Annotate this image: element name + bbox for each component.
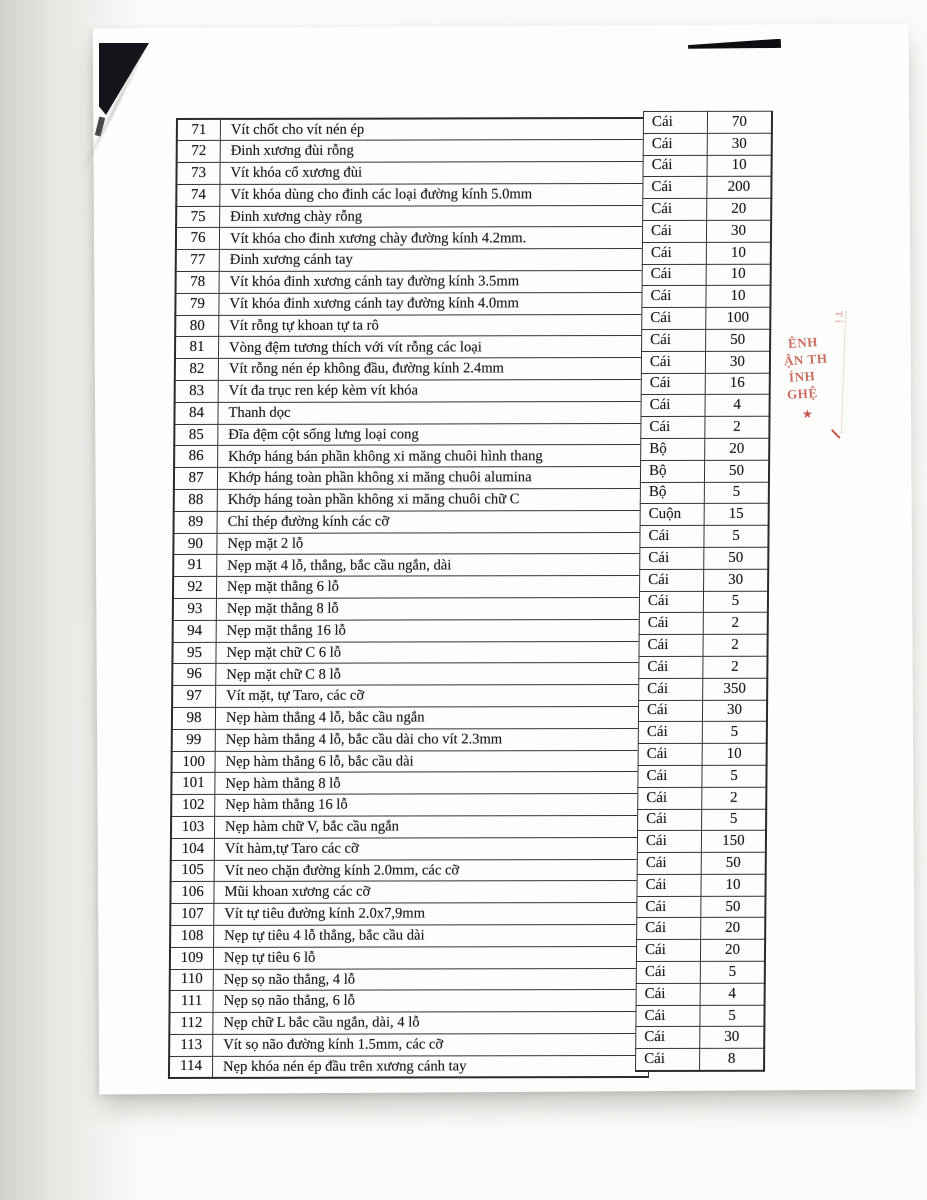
item-description: Vít khóa dùng cho đinh các loại đường kính 5.0mm xyxy=(220,183,656,206)
quantity-cell: 20 xyxy=(701,918,766,940)
table-row-right xyxy=(639,613,768,635)
table-row xyxy=(171,772,651,795)
row-number: 96 xyxy=(172,664,216,686)
quantity-cell: 70 xyxy=(707,111,772,133)
table-row-right xyxy=(640,460,769,482)
table-row xyxy=(172,685,652,708)
item-description: Nẹp hàm thẳng 8 lỗ xyxy=(215,772,651,795)
unit-cell: Cái xyxy=(638,700,702,722)
item-description: Đĩa đệm cột sống lưng loại cong xyxy=(218,423,654,446)
row-number: 86 xyxy=(174,446,218,468)
table-row-right xyxy=(641,395,770,417)
row-number: 79 xyxy=(175,293,219,315)
table-row xyxy=(172,750,652,773)
table-row-right xyxy=(636,983,765,1005)
unit-cell: Cái xyxy=(641,373,705,395)
item-description: Nẹp mặt thẳng 16 lỗ xyxy=(216,619,652,642)
unit-cell: Cuộn xyxy=(640,504,704,526)
unit-cell: Cái xyxy=(636,1027,700,1049)
table-row xyxy=(170,903,650,926)
quantity-cell: 5 xyxy=(704,525,769,547)
row-number: 85 xyxy=(174,424,218,446)
table-row xyxy=(173,532,653,555)
item-description: Vít khóa cổ xương đùi xyxy=(220,162,656,185)
item-description: Vít chốt cho vít nén ép xyxy=(220,118,656,141)
table-row-right xyxy=(642,329,771,351)
table-row-right xyxy=(637,852,766,874)
unit-cell: Bộ xyxy=(640,482,704,504)
unit-cell: Cái xyxy=(639,656,703,678)
quantity-cell: 10 xyxy=(706,242,771,264)
table-row xyxy=(176,227,656,250)
row-number: 89 xyxy=(174,511,218,533)
item-description: Vít đa trục ren kép kèm vít khóa xyxy=(218,380,654,403)
table-row xyxy=(171,794,651,817)
stamp-text-fragment: ỈNH xyxy=(788,368,816,385)
quantity-cell: 30 xyxy=(705,351,770,373)
unit-cell: Bộ xyxy=(640,460,704,482)
item-description: Vít khóa đinh xương cánh tay đường kính 3.5mm xyxy=(219,271,655,294)
unit-cell: Cái xyxy=(639,591,703,613)
table-row-right xyxy=(637,918,766,940)
item-description: Mũi khoan xương các cỡ xyxy=(214,881,650,904)
table-row xyxy=(176,205,656,228)
quantity-cell: 10 xyxy=(706,264,771,286)
quantity-cell: 10 xyxy=(701,874,766,896)
row-number: 111 xyxy=(170,991,214,1013)
row-number: 102 xyxy=(171,795,215,817)
quantity-cell: 50 xyxy=(701,852,766,874)
item-description: Nẹp hàm chữ V, bắc cầu ngắn xyxy=(214,815,650,838)
table-right-columns xyxy=(635,111,773,1072)
stamp-text-fragment: ÊNH xyxy=(787,333,819,352)
table-row xyxy=(176,183,656,206)
row-number: 83 xyxy=(175,380,219,402)
table-row xyxy=(172,707,652,730)
row-number: 75 xyxy=(176,206,220,228)
unit-cell: Cái xyxy=(642,242,706,264)
table-row-right xyxy=(636,961,765,983)
red-official-stamp xyxy=(779,293,897,463)
table-row-right xyxy=(643,133,772,155)
unit-cell: Cái xyxy=(641,417,705,439)
table-row-right xyxy=(637,874,766,896)
table-row-right xyxy=(638,722,767,744)
quantity-cell: 5 xyxy=(703,591,768,613)
row-number: 112 xyxy=(169,1013,213,1035)
row-number: 78 xyxy=(176,271,220,293)
table-row xyxy=(176,271,656,294)
quantity-cell: 150 xyxy=(701,831,766,853)
quantity-cell: 30 xyxy=(700,1027,765,1049)
unit-cell: Cái xyxy=(637,896,701,918)
unit-cell: Cái xyxy=(636,961,700,983)
unit-cell: Cái xyxy=(641,351,705,373)
table-row xyxy=(170,968,650,991)
unit-cell: Cái xyxy=(638,743,702,765)
table-row-right xyxy=(643,177,772,199)
table-row-right xyxy=(637,831,766,853)
item-description: Nẹp mặt 4 lỗ, thẳng, bắc cầu ngắn, dài xyxy=(217,554,653,577)
table-row xyxy=(176,162,656,185)
row-number: 92 xyxy=(173,577,217,599)
quantity-cell: 2 xyxy=(705,416,770,438)
row-number: 88 xyxy=(174,489,218,511)
table-row-right xyxy=(639,634,768,656)
table-row xyxy=(170,946,650,969)
table-row xyxy=(174,445,654,468)
item-description: Nẹp mặt chữ C 6 lỗ xyxy=(216,641,652,664)
supply-list-table xyxy=(168,113,751,1079)
table-row xyxy=(169,1055,649,1078)
quantity-cell: 5 xyxy=(700,961,765,983)
item-description: Vít rỗng nén ép không đầu, đường kính 2.4mm xyxy=(218,358,654,381)
unit-cell: Cái xyxy=(643,177,707,199)
table-row-right xyxy=(636,1005,765,1027)
quantity-cell: 50 xyxy=(704,460,769,482)
row-number: 97 xyxy=(172,686,216,708)
item-description: Vít khóa đinh xương cánh tay đường kính 4.0mm xyxy=(219,292,655,315)
table-row xyxy=(175,358,655,381)
unit-cell: Cái xyxy=(642,308,706,330)
table-row-right xyxy=(642,242,771,264)
table-row xyxy=(173,598,653,621)
quantity-cell: 50 xyxy=(701,896,766,918)
row-number: 113 xyxy=(169,1034,213,1056)
quantity-cell: 200 xyxy=(707,177,772,199)
row-number: 73 xyxy=(176,163,220,185)
row-number: 109 xyxy=(170,947,214,969)
item-description: Đinh xương chày rỗng xyxy=(220,205,656,228)
quantity-cell: 8 xyxy=(700,1049,765,1071)
unit-cell: Cái xyxy=(642,220,706,242)
table-row xyxy=(172,641,652,664)
row-number: 87 xyxy=(174,468,218,490)
quantity-cell: 2 xyxy=(703,634,768,656)
table-row xyxy=(170,881,650,904)
row-number: 71 xyxy=(177,119,221,141)
table-row-right xyxy=(640,547,769,569)
item-description: Nẹp mặt chữ C 8 lỗ xyxy=(216,663,652,686)
quantity-cell: 100 xyxy=(706,307,771,329)
row-number: 81 xyxy=(175,337,219,359)
unit-cell: Cái xyxy=(643,133,707,155)
quantity-cell: 10 xyxy=(702,743,767,765)
item-description: Vòng đệm tương thích với vít rỗng các loại xyxy=(218,336,654,359)
row-number: 103 xyxy=(171,816,215,838)
table-row xyxy=(169,1033,649,1056)
stamp-vertical-marks: Tỉ xyxy=(829,311,846,433)
item-description: Khớp háng toàn phần không xi măng chuôi chữ C xyxy=(217,489,653,512)
quantity-cell: 30 xyxy=(706,220,771,242)
unit-cell: Cái xyxy=(637,831,701,853)
unit-cell: Cái xyxy=(643,111,707,133)
table-row-right xyxy=(642,286,771,308)
unit-cell: Cái xyxy=(642,264,706,286)
table-row-right xyxy=(638,787,767,809)
quantity-cell: 2 xyxy=(702,787,767,809)
unit-cell: Cái xyxy=(638,765,702,787)
table-row xyxy=(175,292,655,315)
table-row xyxy=(171,837,651,860)
row-number: 100 xyxy=(172,751,216,773)
quantity-cell: 2 xyxy=(703,656,768,678)
stamp-star-icon: ★ xyxy=(802,407,813,421)
quantity-cell: 30 xyxy=(702,700,767,722)
table-row-right xyxy=(643,155,772,177)
item-description: Vít neo chặn đường kính 2.0mm, các cỡ xyxy=(214,859,650,882)
row-number: 84 xyxy=(174,402,218,424)
item-description: Chỉ thép đường kính các cỡ xyxy=(217,510,653,533)
table-row-right xyxy=(638,765,767,787)
item-description: Nẹp tự tiêu 4 lỗ thẳng, bắc cầu dài xyxy=(214,924,650,947)
unit-cell: Cái xyxy=(639,613,703,635)
unit-cell: Cái xyxy=(640,569,704,591)
table-row-right xyxy=(639,656,768,678)
table-row-right xyxy=(641,438,770,460)
stamp-text-fragment: ẬN TH xyxy=(783,350,829,369)
table-row-right xyxy=(638,743,767,765)
table-row xyxy=(176,249,656,272)
unit-cell: Cái xyxy=(640,547,704,569)
row-number: 93 xyxy=(173,598,217,620)
table-row xyxy=(175,336,655,359)
table-row-right xyxy=(640,569,769,591)
unit-cell: Cái xyxy=(636,940,700,962)
table-row-right xyxy=(636,940,765,962)
quantity-cell: 30 xyxy=(707,133,772,155)
item-description: Đinh xương cánh tay xyxy=(219,249,655,272)
table-row-right xyxy=(642,307,771,329)
unit-cell: Cái xyxy=(642,329,706,351)
item-description: Vít mặt, tự Taro, các cỡ xyxy=(216,685,652,708)
quantity-cell: 5 xyxy=(702,809,767,831)
table-row-right xyxy=(642,220,771,242)
unit-cell: Cái xyxy=(643,199,707,221)
row-number: 72 xyxy=(177,141,221,163)
item-description: Nẹp hàm thẳng 6 lỗ, bắc cầu dài xyxy=(215,750,651,773)
stamp-text-fragment: GHỆ xyxy=(786,384,819,403)
item-description: Vít rỗng tự khoan tự ta rô xyxy=(219,314,655,337)
quantity-cell: 50 xyxy=(704,547,769,569)
item-description: Nẹp khóa nén ép đầu trên xương cánh tay xyxy=(212,1055,648,1078)
unit-cell: Cái xyxy=(637,852,701,874)
table-row-right xyxy=(638,700,767,722)
item-description: Nẹp mặt 2 lỗ xyxy=(217,532,653,555)
table-row-right xyxy=(639,591,768,613)
table-row-right xyxy=(636,1049,765,1071)
quantity-cell: 16 xyxy=(705,373,770,395)
table-row-right xyxy=(636,1027,765,1049)
row-number: 74 xyxy=(176,184,220,206)
table-row xyxy=(169,1012,649,1035)
table-row-right xyxy=(639,678,768,700)
quantity-cell: 2 xyxy=(703,613,768,635)
item-description: Thanh dọc xyxy=(218,401,654,424)
table-row xyxy=(172,663,652,686)
item-description: Khớp háng toàn phần không xi măng chuôi alumina xyxy=(217,467,653,490)
quantity-cell: 5 xyxy=(700,1005,765,1027)
table-row xyxy=(170,924,650,947)
row-number: 108 xyxy=(170,925,214,947)
item-description: Nẹp sọ não thẳng, 6 lỗ xyxy=(213,990,649,1013)
unit-cell: Cái xyxy=(636,1049,700,1071)
row-number: 98 xyxy=(172,707,216,729)
unit-cell: Cái xyxy=(636,983,700,1005)
unit-cell: Cái xyxy=(637,918,701,940)
table-row-right xyxy=(642,264,771,286)
table-row xyxy=(171,815,651,838)
row-number: 90 xyxy=(173,533,217,555)
quantity-cell: 4 xyxy=(700,983,765,1005)
quantity-cell: 10 xyxy=(706,286,771,308)
quantity-cell: 20 xyxy=(700,940,765,962)
table-row-right xyxy=(643,198,772,220)
row-number: 106 xyxy=(170,882,214,904)
unit-cell: Cái xyxy=(638,787,702,809)
quantity-cell: 4 xyxy=(705,395,770,417)
table-row xyxy=(175,314,655,337)
unit-cell: Cái xyxy=(637,874,701,896)
unit-cell: Cái xyxy=(641,395,705,417)
row-number: 82 xyxy=(175,359,219,381)
quantity-cell: 10 xyxy=(707,155,772,177)
row-number: 114 xyxy=(169,1056,213,1078)
unit-cell: Cái xyxy=(638,809,702,831)
row-number: 91 xyxy=(173,555,217,577)
table-left-columns xyxy=(168,117,657,1079)
table-row xyxy=(174,423,654,446)
table-row-right xyxy=(638,809,767,831)
table-row xyxy=(174,489,654,512)
table-row-right xyxy=(641,416,770,438)
table-row-right xyxy=(637,896,766,918)
row-number: 95 xyxy=(172,642,216,664)
table-row-right xyxy=(640,525,769,547)
table-row-right xyxy=(643,111,772,133)
unit-cell: Cái xyxy=(642,286,706,308)
quantity-cell: 15 xyxy=(704,504,769,526)
item-description: Nẹp hàm thẳng 16 lỗ xyxy=(215,794,651,817)
item-description: Vít hàm,tự Taro các cỡ xyxy=(214,837,650,860)
item-description: Nẹp mặt thẳng 6 lỗ xyxy=(216,576,652,599)
item-description: Nẹp mặt thẳng 8 lỗ xyxy=(216,598,652,621)
item-description: Vít sọ não đường kính 1.5mm, các cỡ xyxy=(213,1033,649,1056)
quantity-cell: 350 xyxy=(703,678,768,700)
table-row xyxy=(173,576,653,599)
table-row xyxy=(171,859,651,882)
row-number: 110 xyxy=(170,969,214,991)
table-row xyxy=(173,619,653,642)
unit-cell: Cái xyxy=(639,635,703,657)
quantity-cell: 20 xyxy=(705,438,770,460)
table-row xyxy=(175,380,655,403)
unit-cell: Cái xyxy=(636,1005,700,1027)
row-number: 76 xyxy=(176,228,220,250)
unit-cell: Cái xyxy=(639,678,703,700)
row-number: 94 xyxy=(173,620,217,642)
unit-cell: Bộ xyxy=(641,438,705,460)
table-row-right xyxy=(640,482,769,504)
unit-cell: Cái xyxy=(640,526,704,548)
table-row xyxy=(174,467,654,490)
item-description: Nẹp hàm thẳng 4 lỗ, bắc cầu dài cho vít 2.3mm xyxy=(215,728,651,751)
row-number: 104 xyxy=(171,838,215,860)
quantity-cell: 20 xyxy=(707,198,772,220)
table-row-right xyxy=(640,504,769,526)
item-description: Nẹp hàm thẳng 4 lỗ, bắc cầu ngắn xyxy=(215,707,651,730)
row-number: 107 xyxy=(170,904,214,926)
table-row xyxy=(174,401,654,424)
item-description: Khớp háng bán phần không xi măng chuôi hình thang xyxy=(218,445,654,468)
quantity-cell: 30 xyxy=(704,569,769,591)
item-description: Nẹp tự tiêu 6 lỗ xyxy=(213,946,649,969)
table-row-right xyxy=(641,351,770,373)
row-number: 99 xyxy=(172,729,216,751)
row-number: 101 xyxy=(171,773,215,795)
stamp-top-arc xyxy=(789,301,823,318)
table-row xyxy=(177,118,657,141)
table-row-right xyxy=(641,373,770,395)
unit-cell: Cái xyxy=(643,155,707,177)
quantity-cell: 5 xyxy=(702,765,767,787)
item-description: Nẹp sọ não thẳng, 4 lỗ xyxy=(213,968,649,991)
table-row xyxy=(172,728,652,751)
item-description: Vít tự tiêu đường kính 2.0x7,9mm xyxy=(214,903,650,926)
row-number: 80 xyxy=(175,315,219,337)
table-row xyxy=(174,510,654,533)
row-number: 77 xyxy=(176,250,220,272)
item-description: Vít khóa cho đinh xương chày đường kính 4.2mm. xyxy=(219,227,655,250)
quantity-cell: 5 xyxy=(702,722,767,744)
quantity-cell: 5 xyxy=(704,482,769,504)
item-description: Đinh xương đùi rỗng xyxy=(220,140,656,163)
table-row xyxy=(170,990,650,1013)
table-row xyxy=(177,140,657,163)
row-number: 105 xyxy=(171,860,215,882)
table-row xyxy=(173,554,653,577)
quantity-cell: 50 xyxy=(706,329,771,351)
item-description: Nẹp chữ L bắc cầu ngắn, dài, 4 lỗ xyxy=(213,1012,649,1035)
unit-cell: Cái xyxy=(638,722,702,744)
